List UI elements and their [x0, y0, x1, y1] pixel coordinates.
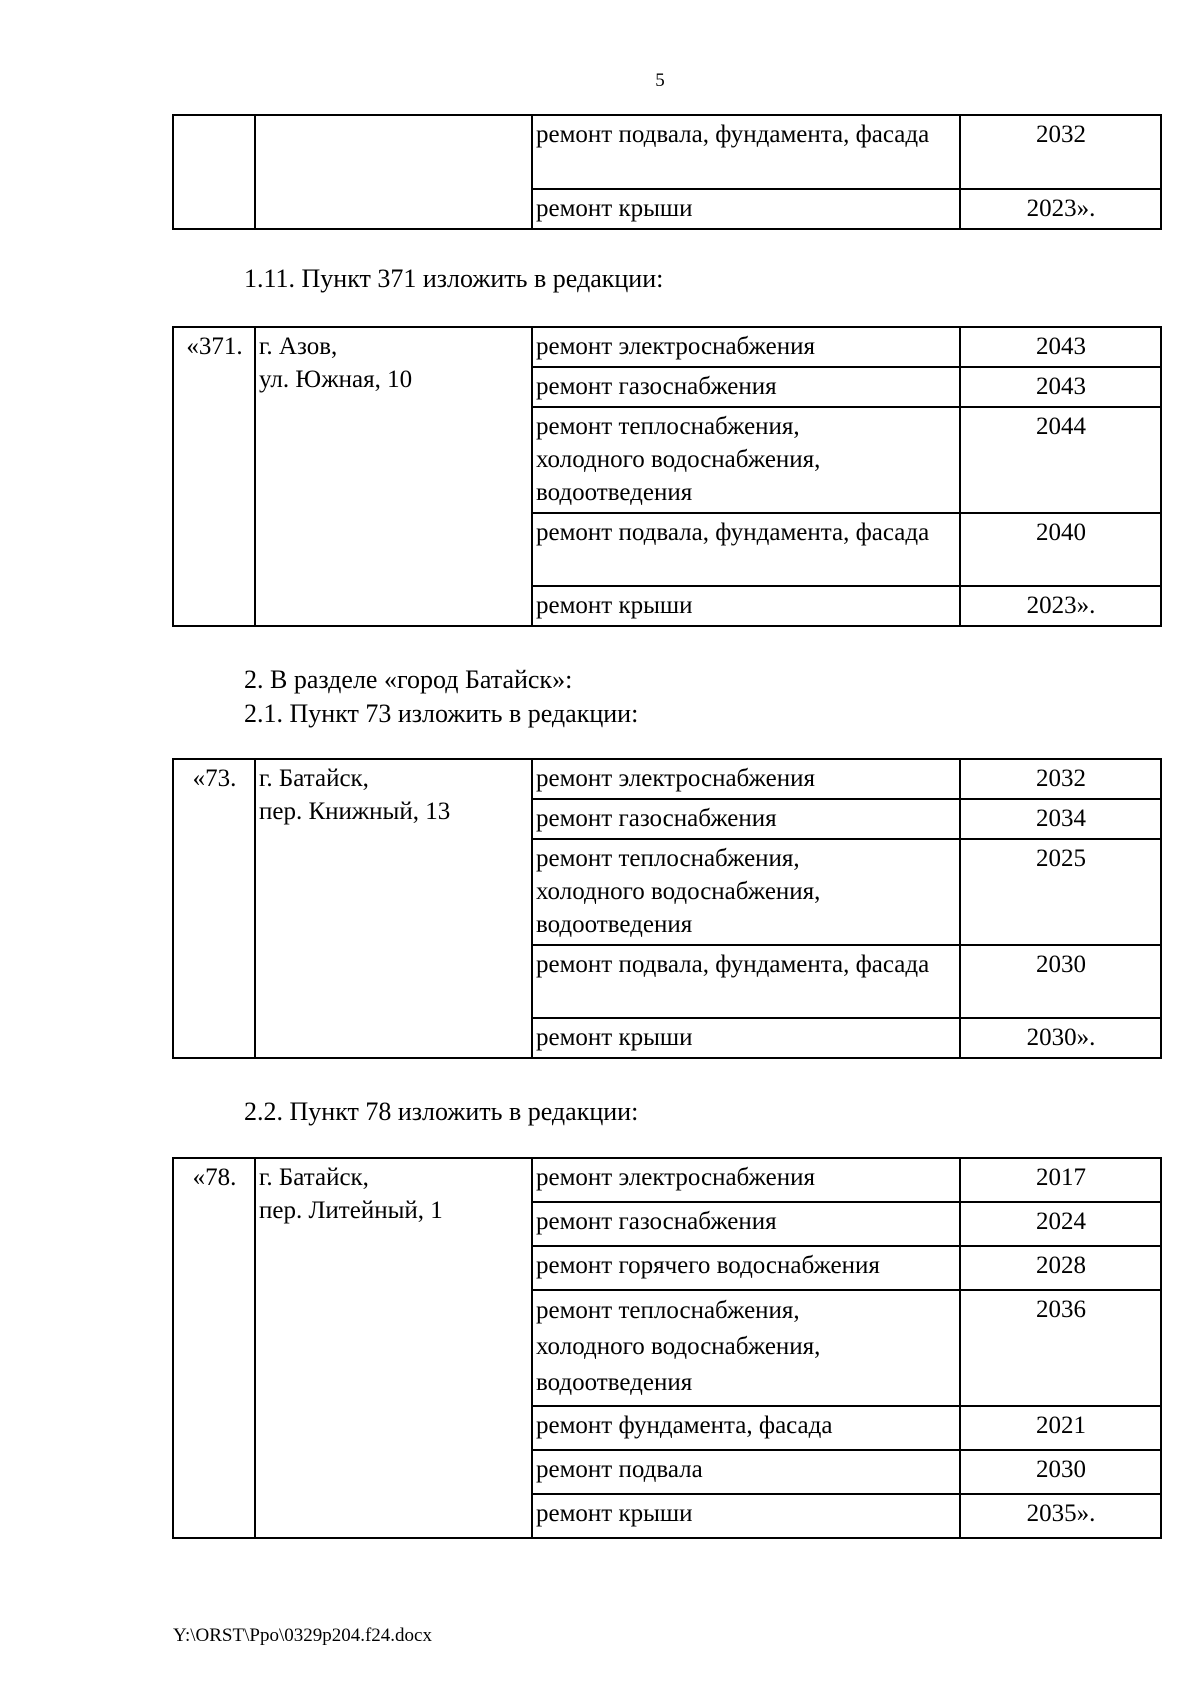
year-cell: 2043 — [960, 367, 1161, 407]
address-city: г. Батайск, — [259, 765, 369, 792]
year-cell: 2040 — [960, 513, 1161, 586]
paragraph-2-1: 2.1. Пункт 73 изложить в редакции: — [244, 699, 639, 728]
year-cell: 2023». — [960, 189, 1161, 229]
work-cell: ремонт крыши — [532, 189, 960, 229]
work-cell: ремонт газоснабжения — [532, 1202, 960, 1246]
table-item-73 — [172, 758, 1162, 1059]
item-number-cell: «73. — [173, 759, 255, 1058]
year-cell: 2032 — [960, 115, 1161, 189]
address-street: пер. Литейный, 1 — [259, 1197, 443, 1224]
year-cell: 2036 — [960, 1290, 1161, 1406]
work-cell — [532, 407, 960, 513]
year-cell: 2024 — [960, 1202, 1161, 1246]
year-cell: 2044 — [960, 407, 1161, 513]
paragraph-1-11: 1.11. Пункт 371 изложить в редакции: — [244, 264, 664, 293]
work-cell: ремонт электроснабжения — [532, 1158, 960, 1202]
work-cell — [532, 839, 960, 945]
table-row — [173, 1158, 1161, 1202]
paragraph-2: 2. В разделе «город Батайск»: — [244, 665, 573, 694]
table-item-371 — [172, 326, 1162, 627]
page-number: 5 — [655, 70, 665, 91]
year-cell: 2035». — [960, 1494, 1161, 1538]
table-row — [173, 115, 1161, 189]
work-line: водоотведения — [536, 911, 693, 938]
address-cell — [255, 115, 532, 229]
year-cell: 2021 — [960, 1406, 1161, 1450]
year-cell: 2030». — [960, 1018, 1161, 1058]
address-street: пер. Книжный, 13 — [259, 798, 451, 825]
table-item-78 — [172, 1157, 1162, 1539]
year-cell: 2017 — [960, 1158, 1161, 1202]
work-cell: ремонт крыши — [532, 586, 960, 626]
work-cell: ремонт электроснабжения — [532, 759, 960, 799]
work-cell: ремонт газоснабжения — [532, 367, 960, 407]
item-number-cell: «371. — [173, 327, 255, 626]
work-cell: ремонт газоснабжения — [532, 799, 960, 839]
year-cell: 2030 — [960, 945, 1161, 1018]
year-cell: 2034 — [960, 799, 1161, 839]
work-line: ремонт теплоснабжения, — [536, 1297, 800, 1324]
work-line: водоотведения — [536, 479, 693, 506]
work-cell: ремонт подвала — [532, 1450, 960, 1494]
footer-file-path: Y:\ORST\Ppo\0329p204.f24.docx — [173, 1625, 432, 1646]
work-cell — [532, 1290, 960, 1406]
year-cell: 2030 — [960, 1450, 1161, 1494]
work-cell: ремонт подвала, фундамента, фасада — [532, 115, 960, 189]
address-street: ул. Южная, 10 — [259, 366, 413, 393]
work-cell: ремонт подвала, фундамента, фасада — [532, 513, 960, 586]
work-cell: ремонт подвала, фундамента, фасада — [532, 945, 960, 1018]
year-cell: 2028 — [960, 1246, 1161, 1290]
year-cell: 2023». — [960, 586, 1161, 626]
work-cell: ремонт крыши — [532, 1494, 960, 1538]
work-line: ремонт теплоснабжения, — [536, 845, 800, 872]
address-cell — [255, 759, 532, 1058]
work-cell: ремонт фундамента, фасада — [532, 1406, 960, 1450]
paragraph-2-2: 2.2. Пункт 78 изложить в редакции: — [244, 1097, 639, 1126]
work-line: ремонт теплоснабжения, — [536, 413, 800, 440]
year-cell: 2043 — [960, 327, 1161, 367]
item-number-cell — [173, 115, 255, 229]
address-cell — [255, 1158, 532, 1538]
work-line: холодного водоснабжения, — [536, 878, 821, 905]
item-number-cell: «78. — [173, 1158, 255, 1538]
work-cell: ремонт электроснабжения — [532, 327, 960, 367]
address-cell — [255, 327, 532, 626]
work-cell: ремонт горячего водоснабжения — [532, 1246, 960, 1290]
table-continuation — [172, 114, 1162, 230]
table-row — [173, 327, 1161, 367]
work-line: холодного водоснабжения, — [536, 446, 821, 473]
address-city: г. Батайск, — [259, 1164, 369, 1191]
address-city: г. Азов, — [259, 333, 338, 360]
work-cell: ремонт крыши — [532, 1018, 960, 1058]
work-line: холодного водоснабжения, — [536, 1333, 821, 1360]
year-cell: 2032 — [960, 759, 1161, 799]
table-row — [173, 759, 1161, 799]
work-line: водоотведения — [536, 1369, 693, 1396]
year-cell: 2025 — [960, 839, 1161, 945]
